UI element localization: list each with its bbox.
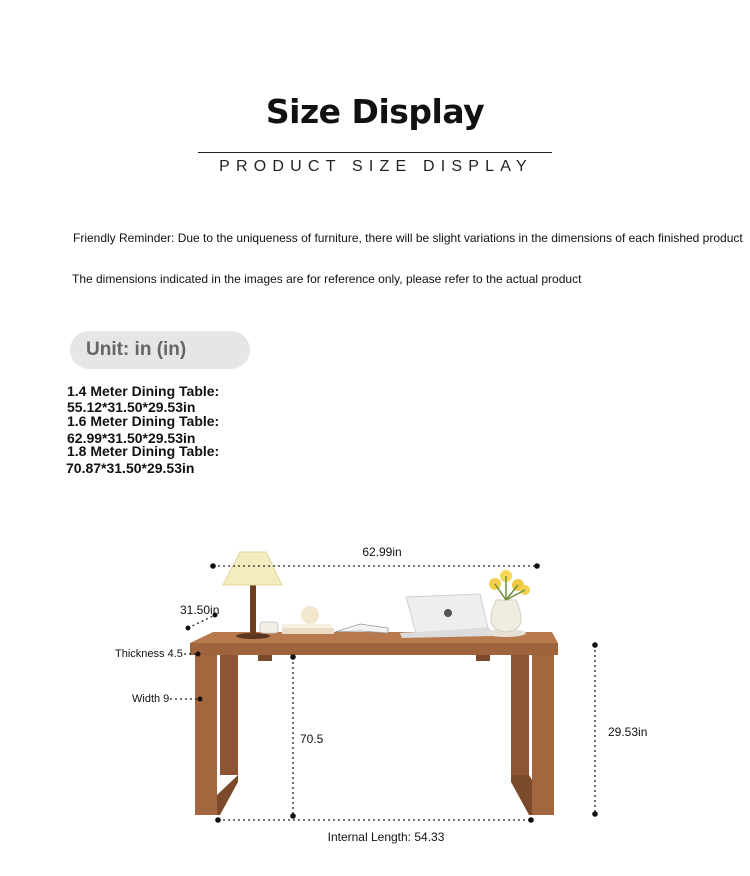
spec-name: 1.8 Meter Dining Table: [67, 443, 220, 459]
unit-badge: Unit: in (in) [70, 331, 250, 369]
thickness-label: Thickness 4.5 [115, 648, 183, 660]
dim-endpoint [592, 811, 598, 817]
open-book [335, 624, 388, 633]
dim-endpoint [592, 642, 598, 648]
dim-endpoint [210, 563, 216, 569]
right-leg-foot [511, 775, 532, 815]
decor-ball [301, 606, 319, 624]
support-block [476, 655, 490, 661]
height-label: 29.53in [608, 725, 648, 739]
right-leg-front [532, 655, 554, 815]
right-leg-back [511, 655, 529, 775]
leg-width-label: Width 9 [132, 693, 170, 705]
left-leg-front [195, 655, 217, 815]
spec-name: 1.6 Meter Dining Table: [67, 413, 220, 429]
lamp-stem [250, 585, 256, 635]
dim-endpoint [534, 563, 540, 569]
reminder-note: Friendly Reminder: Due to the uniqueness of furniture, there will be slight variations in the dimensions of each finished product [73, 231, 743, 245]
dim-endpoint [528, 817, 534, 823]
dim-endpoint [198, 697, 203, 702]
dim-endpoint [186, 626, 191, 631]
dim-endpoint [290, 654, 296, 660]
book-stack [282, 628, 334, 634]
support-block [258, 655, 272, 661]
book [282, 624, 332, 628]
table-top-edge [190, 643, 558, 655]
dim-endpoint [290, 813, 296, 819]
spec-size: 55.12*31.50*29.53in [67, 399, 196, 415]
laptop-logo [444, 609, 452, 617]
spec-size: 62.99*31.50*29.53in [67, 430, 196, 446]
mug [260, 622, 278, 633]
length-label: 62.99in [362, 545, 402, 559]
inner-height-label: 70.5 [300, 732, 324, 746]
lamp-shade [223, 552, 282, 585]
page-title: Size Display [265, 92, 485, 131]
left-leg-foot [217, 775, 238, 815]
reference-note: The dimensions indicated in the images are for reference only, please refer to the actual product [72, 272, 582, 286]
page-subtitle: PRODUCT SIZE DISPLAY [219, 158, 533, 175]
internal-length-label: Internal Length: 54.33 [327, 830, 445, 844]
dim-endpoint [215, 817, 221, 823]
dim-endpoint [196, 652, 201, 657]
depth-label: 31.50in [180, 603, 220, 617]
spec-name: 1.4 Meter Dining Table: [67, 383, 220, 399]
vase [491, 600, 521, 632]
spec-size: 70.87*31.50*29.53in [66, 460, 195, 476]
left-leg-back [220, 655, 238, 775]
